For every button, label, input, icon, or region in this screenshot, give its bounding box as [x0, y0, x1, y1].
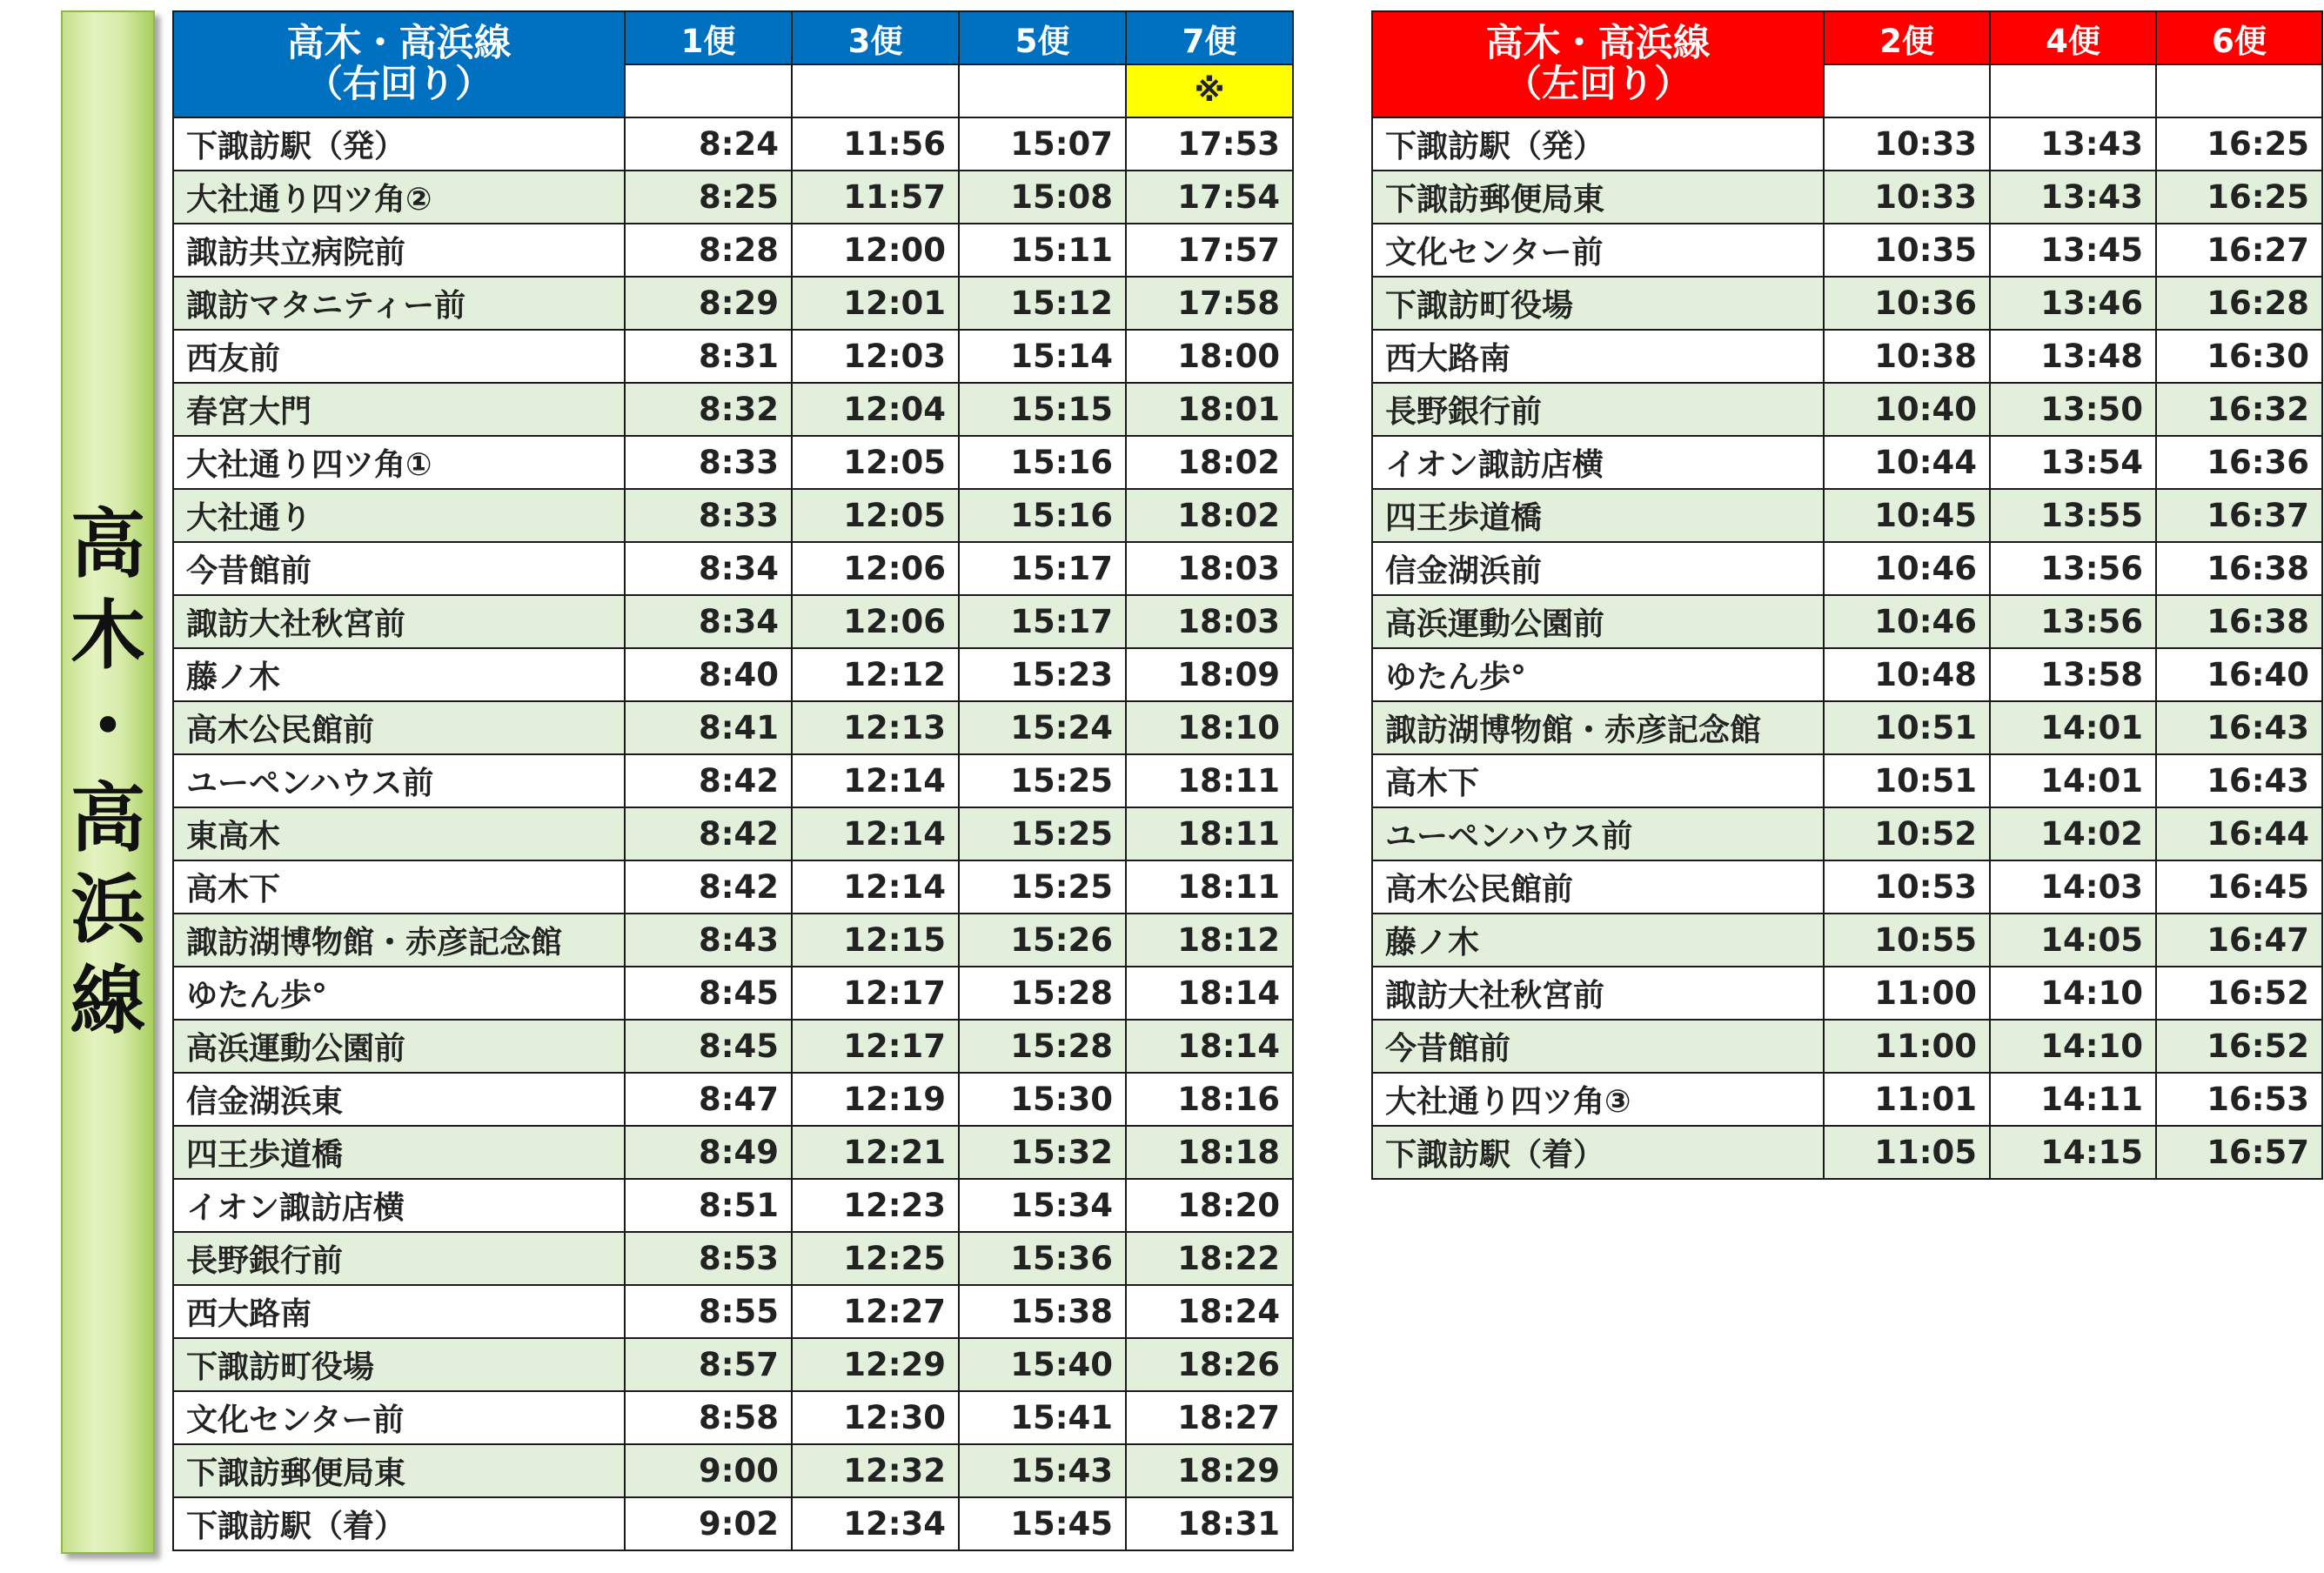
departure-time: 8:55	[625, 1285, 792, 1338]
table-row	[173, 754, 1293, 807]
departure-time: 12:04	[792, 383, 959, 436]
departure-time: 8:29	[625, 277, 792, 330]
stop-name: 下諏訪郵便局東	[1372, 171, 1824, 224]
departure-time: 8:53	[625, 1232, 792, 1285]
departure-time: 11:00	[1824, 1020, 1990, 1073]
departure-time: 9:02	[625, 1497, 792, 1550]
departure-time: 15:36	[959, 1232, 1126, 1285]
departure-time: 8:40	[625, 648, 792, 701]
table-row	[1372, 383, 2322, 436]
departure-time: 13:45	[1990, 224, 2156, 277]
departure-time: 13:55	[1990, 489, 2156, 542]
departure-time: 14:03	[1990, 860, 2156, 914]
table-row	[1372, 701, 2322, 754]
stop-name: 下諏訪駅（発）	[173, 117, 625, 171]
departure-time: 15:40	[959, 1338, 1126, 1391]
stop-name: 大社通り四ツ角②	[173, 171, 625, 224]
timetable-counterclockwise	[1371, 10, 2323, 1180]
departure-time: 13:43	[1990, 171, 2156, 224]
table-row	[1372, 807, 2322, 860]
stop-name: 高木公民館前	[173, 701, 625, 754]
departure-time: 15:07	[959, 117, 1126, 171]
departure-time: 12:06	[792, 595, 959, 648]
departure-time: 10:52	[1824, 807, 1990, 860]
departure-time: 8:57	[625, 1338, 792, 1391]
departure-time: 12:01	[792, 277, 959, 330]
title-line: 高木・高浜線	[1485, 21, 1711, 65]
stop-name: 文化センター前	[1372, 224, 1824, 277]
stop-name: 高木公民館前	[1372, 860, 1824, 914]
departure-time: 8:33	[625, 489, 792, 542]
note-cell	[1824, 64, 1990, 117]
departure-time: 15:25	[959, 807, 1126, 860]
departure-time: 15:28	[959, 967, 1126, 1020]
departure-time: 8:33	[625, 436, 792, 489]
departure-time: 16:53	[2156, 1073, 2322, 1126]
departure-time: 8:32	[625, 383, 792, 436]
departure-time: 12:29	[792, 1338, 959, 1391]
table-row	[1372, 330, 2322, 383]
counterclockwise-title	[1372, 11, 1824, 117]
departure-time: 10:36	[1824, 277, 1990, 330]
departure-time: 13:48	[1990, 330, 2156, 383]
stop-name: ゆたん歩°	[173, 967, 625, 1020]
table-row	[173, 277, 1293, 330]
departure-time: 18:03	[1126, 542, 1293, 595]
bin-header: 5便	[959, 11, 1126, 64]
stop-name: 西大路南	[173, 1285, 625, 1338]
departure-time: 10:46	[1824, 542, 1990, 595]
title-line: 高木・高浜線	[286, 21, 512, 65]
table-row	[1372, 967, 2322, 1020]
stop-name: 今昔館前	[173, 542, 625, 595]
departure-time: 18:14	[1126, 967, 1293, 1020]
departure-time: 18:10	[1126, 701, 1293, 754]
departure-time: 8:58	[625, 1391, 792, 1444]
departure-time: 8:45	[625, 1020, 792, 1073]
table-row	[1372, 648, 2322, 701]
departure-time: 16:52	[2156, 967, 2322, 1020]
bin-header: 1便	[625, 11, 792, 64]
departure-time: 15:30	[959, 1073, 1126, 1126]
stop-name: 高木下	[173, 860, 625, 914]
departure-time: 15:16	[959, 436, 1126, 489]
departure-time: 12:27	[792, 1285, 959, 1338]
departure-time: 10:45	[1824, 489, 1990, 542]
stop-name: 西友前	[173, 330, 625, 383]
bin-header: 4便	[1990, 11, 2156, 64]
table-row	[1372, 914, 2322, 967]
departure-time: 17:58	[1126, 277, 1293, 330]
bin-header: 2便	[1824, 11, 1990, 64]
departure-time: 12:34	[792, 1497, 959, 1550]
table-row	[173, 1126, 1293, 1179]
departure-time: 16:44	[2156, 807, 2322, 860]
route-name-vertical	[63, 499, 153, 1047]
departure-time: 8:42	[625, 860, 792, 914]
departure-time: 8:34	[625, 542, 792, 595]
table-row	[173, 595, 1293, 648]
departure-time: 18:16	[1126, 1073, 1293, 1126]
departure-time: 10:46	[1824, 595, 1990, 648]
departure-time: 15:17	[959, 595, 1126, 648]
departure-time: 18:22	[1126, 1232, 1293, 1285]
departure-time: 8:49	[625, 1126, 792, 1179]
table-row	[1372, 436, 2322, 489]
table-row	[173, 1232, 1293, 1285]
departure-time: 11:05	[1824, 1126, 1990, 1179]
stop-name: 藤ノ木	[1372, 914, 1824, 967]
departure-time: 14:01	[1990, 754, 2156, 807]
stop-name: 春宮大門	[173, 383, 625, 436]
departure-time: 8:42	[625, 754, 792, 807]
stop-name: 西大路南	[1372, 330, 1824, 383]
departure-time: 12:14	[792, 860, 959, 914]
departure-time: 12:00	[792, 224, 959, 277]
departure-time: 8:43	[625, 914, 792, 967]
departure-time: 12:32	[792, 1444, 959, 1497]
departure-time: 11:56	[792, 117, 959, 171]
bin-header: 6便	[2156, 11, 2322, 64]
table-row	[1372, 489, 2322, 542]
note-mark: ※	[1126, 64, 1293, 117]
departure-time: 18:29	[1126, 1444, 1293, 1497]
departure-time: 15:34	[959, 1179, 1126, 1232]
departure-time: 12:14	[792, 754, 959, 807]
table-row	[1372, 542, 2322, 595]
departure-time: 15:28	[959, 1020, 1126, 1073]
departure-time: 15:23	[959, 648, 1126, 701]
departure-time: 14:10	[1990, 967, 2156, 1020]
clockwise-title	[173, 11, 625, 117]
table-row	[173, 383, 1293, 436]
departure-time: 15:25	[959, 860, 1126, 914]
departure-time: 8:25	[625, 171, 792, 224]
route-char: ・	[70, 683, 145, 771]
stop-name: 長野銀行前	[173, 1232, 625, 1285]
departure-time: 16:30	[2156, 330, 2322, 383]
table-row	[173, 1020, 1293, 1073]
departure-time: 12:17	[792, 967, 959, 1020]
departure-time: 15:24	[959, 701, 1126, 754]
departure-time: 15:43	[959, 1444, 1126, 1497]
stop-name: 高木下	[1372, 754, 1824, 807]
departure-time: 11:57	[792, 171, 959, 224]
table-row	[173, 489, 1293, 542]
route-char: 高	[70, 774, 145, 862]
stop-name: 大社通り四ツ角③	[1372, 1073, 1824, 1126]
departure-time: 10:51	[1824, 754, 1990, 807]
route-char: 木	[70, 592, 145, 679]
departure-time: 18:12	[1126, 914, 1293, 967]
departure-time: 16:57	[2156, 1126, 2322, 1179]
departure-time: 12:05	[792, 489, 959, 542]
stop-name: イオン諏訪店横	[1372, 436, 1824, 489]
departure-time: 15:45	[959, 1497, 1126, 1550]
stop-name: 下諏訪町役場	[1372, 277, 1824, 330]
departure-time: 18:09	[1126, 648, 1293, 701]
departure-time: 18:11	[1126, 860, 1293, 914]
departure-time: 17:54	[1126, 171, 1293, 224]
departure-time: 14:11	[1990, 1073, 2156, 1126]
departure-time: 16:43	[2156, 754, 2322, 807]
departure-time: 13:43	[1990, 117, 2156, 171]
departure-time: 8:24	[625, 117, 792, 171]
departure-time: 15:14	[959, 330, 1126, 383]
stop-name: 下諏訪町役場	[173, 1338, 625, 1391]
table-row	[173, 807, 1293, 860]
table-row	[173, 1338, 1293, 1391]
departure-time: 15:08	[959, 171, 1126, 224]
departure-time: 17:53	[1126, 117, 1293, 171]
stop-name: 大社通り	[173, 489, 625, 542]
bin-header: 3便	[792, 11, 959, 64]
stop-name: 大社通り四ツ角①	[173, 436, 625, 489]
departure-time: 10:53	[1824, 860, 1990, 914]
departure-time: 10:38	[1824, 330, 1990, 383]
note-cell	[1990, 64, 2156, 117]
departure-time: 16:37	[2156, 489, 2322, 542]
departure-time: 18:11	[1126, 754, 1293, 807]
table-row	[173, 701, 1293, 754]
departure-time: 12:05	[792, 436, 959, 489]
departure-time: 14:05	[1990, 914, 2156, 967]
stop-name: 長野銀行前	[1372, 383, 1824, 436]
departure-time: 15:12	[959, 277, 1126, 330]
departure-time: 15:15	[959, 383, 1126, 436]
stop-name: 四王歩道橋	[173, 1126, 625, 1179]
stop-name: 下諏訪駅（着）	[1372, 1126, 1824, 1179]
departure-time: 12:30	[792, 1391, 959, 1444]
table-row	[1372, 860, 2322, 914]
departure-time: 8:34	[625, 595, 792, 648]
table-row	[1372, 117, 2322, 171]
departure-time: 12:25	[792, 1232, 959, 1285]
departure-time: 13:56	[1990, 595, 2156, 648]
departure-time: 9:00	[625, 1444, 792, 1497]
departure-time: 10:33	[1824, 117, 1990, 171]
note-cell	[2156, 64, 2322, 117]
table-row	[1372, 277, 2322, 330]
table-row	[173, 860, 1293, 914]
departure-time: 10:35	[1824, 224, 1990, 277]
departure-time: 18:11	[1126, 807, 1293, 860]
departure-time: 16:27	[2156, 224, 2322, 277]
title-direction: （左回り）	[1504, 63, 1691, 106]
table-row	[173, 1073, 1293, 1126]
departure-time: 13:46	[1990, 277, 2156, 330]
table-row	[1372, 595, 2322, 648]
stop-name: 諏訪共立病院前	[173, 224, 625, 277]
route-char: 線	[70, 957, 145, 1045]
stop-name: 下諏訪駅（発）	[1372, 117, 1824, 171]
stop-name: 高浜運動公園前	[173, 1020, 625, 1073]
stop-name: ユーペンハウス前	[173, 754, 625, 807]
departure-time: 15:41	[959, 1391, 1126, 1444]
table-row	[1372, 754, 2322, 807]
departure-time: 15:16	[959, 489, 1126, 542]
table-row	[173, 330, 1293, 383]
stop-name: 藤ノ木	[173, 648, 625, 701]
stop-name: イオン諏訪店横	[173, 1179, 625, 1232]
stop-name: ユーペンハウス前	[1372, 807, 1824, 860]
departure-time: 18:26	[1126, 1338, 1293, 1391]
departure-time: 16:25	[2156, 171, 2322, 224]
table-row	[173, 171, 1293, 224]
departure-time: 15:32	[959, 1126, 1126, 1179]
departure-time: 13:54	[1990, 436, 2156, 489]
departure-time: 16:52	[2156, 1020, 2322, 1073]
departure-time: 18:18	[1126, 1126, 1293, 1179]
table-row	[173, 648, 1293, 701]
departure-time: 10:55	[1824, 914, 1990, 967]
departure-time: 15:38	[959, 1285, 1126, 1338]
departure-time: 12:17	[792, 1020, 959, 1073]
departure-time: 16:47	[2156, 914, 2322, 967]
table-row	[173, 914, 1293, 967]
departure-time: 10:51	[1824, 701, 1990, 754]
stop-name: 下諏訪駅（着）	[173, 1497, 625, 1550]
departure-time: 10:33	[1824, 171, 1990, 224]
departure-time: 18:24	[1126, 1285, 1293, 1338]
departure-time: 18:00	[1126, 330, 1293, 383]
table-row	[1372, 224, 2322, 277]
departure-time: 12:14	[792, 807, 959, 860]
departure-time: 8:31	[625, 330, 792, 383]
departure-time: 10:48	[1824, 648, 1990, 701]
departure-time: 18:02	[1126, 489, 1293, 542]
departure-time: 12:21	[792, 1126, 959, 1179]
departure-time: 16:28	[2156, 277, 2322, 330]
departure-time: 15:11	[959, 224, 1126, 277]
departure-time: 18:27	[1126, 1391, 1293, 1444]
departure-time: 15:17	[959, 542, 1126, 595]
stop-name: 諏訪大社秋宮前	[173, 595, 625, 648]
departure-time: 14:15	[1990, 1126, 2156, 1179]
timetable-clockwise	[172, 10, 1294, 1551]
stop-name: 諏訪マタニティー前	[173, 277, 625, 330]
table-row	[1372, 171, 2322, 224]
departure-time: 16:38	[2156, 542, 2322, 595]
departure-time: 12:12	[792, 648, 959, 701]
note-cell	[625, 64, 792, 117]
departure-time: 12:19	[792, 1073, 959, 1126]
departure-time: 12:15	[792, 914, 959, 967]
stop-name: 信金湖浜東	[173, 1073, 625, 1126]
table-row	[173, 1444, 1293, 1497]
table-row	[173, 967, 1293, 1020]
stop-name: 今昔館前	[1372, 1020, 1824, 1073]
departure-time: 14:01	[1990, 701, 2156, 754]
departure-time: 12:03	[792, 330, 959, 383]
table-row	[173, 1497, 1293, 1550]
route-char: 浜	[70, 866, 145, 954]
stop-name: 文化センター前	[173, 1391, 625, 1444]
departure-time: 16:36	[2156, 436, 2322, 489]
departure-time: 13:56	[1990, 542, 2156, 595]
route-char: 高	[70, 501, 145, 588]
table-row	[173, 1179, 1293, 1232]
route-name-banner	[61, 10, 155, 1554]
stop-name: 信金湖浜前	[1372, 542, 1824, 595]
departure-time: 18:14	[1126, 1020, 1293, 1073]
departure-time: 12:23	[792, 1179, 959, 1232]
stop-name: 下諏訪郵便局東	[173, 1444, 625, 1497]
bin-header: 7便	[1126, 11, 1293, 64]
stop-name: 諏訪湖博物館・赤彦記念館	[1372, 701, 1824, 754]
departure-time: 16:25	[2156, 117, 2322, 171]
note-cell	[792, 64, 959, 117]
departure-time: 13:50	[1990, 383, 2156, 436]
departure-time: 11:01	[1824, 1073, 1990, 1126]
table-row	[1372, 1073, 2322, 1126]
departure-time: 16:43	[2156, 701, 2322, 754]
stop-name: 四王歩道橋	[1372, 489, 1824, 542]
stop-name: 高浜運動公園前	[1372, 595, 1824, 648]
table-row	[173, 436, 1293, 489]
departure-time: 8:42	[625, 807, 792, 860]
title-direction: （右回り）	[305, 63, 492, 106]
departure-time: 16:45	[2156, 860, 2322, 914]
table-row	[173, 1391, 1293, 1444]
departure-time: 16:40	[2156, 648, 2322, 701]
departure-time: 16:32	[2156, 383, 2322, 436]
departure-time: 10:44	[1824, 436, 1990, 489]
departure-time: 10:40	[1824, 383, 1990, 436]
departure-time: 16:38	[2156, 595, 2322, 648]
stop-name: 東高木	[173, 807, 625, 860]
departure-time: 18:31	[1126, 1497, 1293, 1550]
departure-time: 18:02	[1126, 436, 1293, 489]
stop-name: 諏訪大社秋宮前	[1372, 967, 1824, 1020]
departure-time: 8:45	[625, 967, 792, 1020]
stop-name: ゆたん歩°	[1372, 648, 1824, 701]
table-row	[173, 1285, 1293, 1338]
departure-time: 15:26	[959, 914, 1126, 967]
departure-time: 14:10	[1990, 1020, 2156, 1073]
note-cell	[959, 64, 1126, 117]
departure-time: 12:13	[792, 701, 959, 754]
departure-time: 8:41	[625, 701, 792, 754]
departure-time: 8:51	[625, 1179, 792, 1232]
departure-time: 18:20	[1126, 1179, 1293, 1232]
departure-time: 8:28	[625, 224, 792, 277]
departure-time: 14:02	[1990, 807, 2156, 860]
departure-time: 12:06	[792, 542, 959, 595]
table-row	[1372, 1020, 2322, 1073]
departure-time: 18:01	[1126, 383, 1293, 436]
table-row	[1372, 1126, 2322, 1179]
table-row	[173, 542, 1293, 595]
stop-name: 諏訪湖博物館・赤彦記念館	[173, 914, 625, 967]
table-row	[173, 117, 1293, 171]
departure-time: 17:57	[1126, 224, 1293, 277]
departure-time: 8:47	[625, 1073, 792, 1126]
departure-time: 13:58	[1990, 648, 2156, 701]
departure-time: 15:25	[959, 754, 1126, 807]
table-row	[173, 224, 1293, 277]
departure-time: 11:00	[1824, 967, 1990, 1020]
departure-time: 18:03	[1126, 595, 1293, 648]
